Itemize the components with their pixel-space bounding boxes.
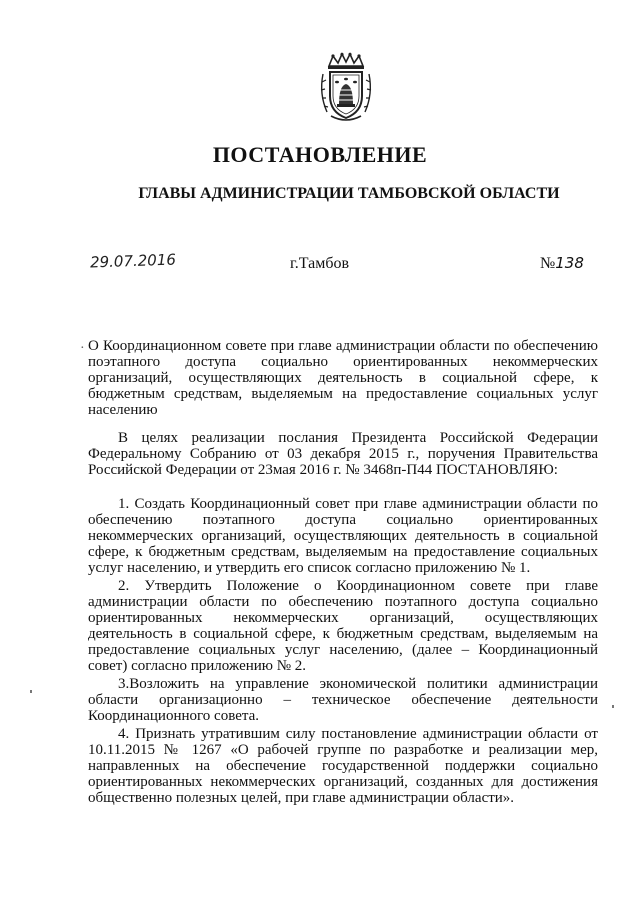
coat-of-arms-icon bbox=[317, 52, 375, 124]
body-item-4: 4. Признать утратившим силу постановление администрации области от 10.11.2015 № 1267 «О рабочей группе по разработке и реализации мер, направленных на обеспечение государственной поддержки социально ориентированных некоммерческих организаций, созданных для достижения общественно полезных целей, при главе администрации области». bbox=[88, 726, 598, 806]
document-body bbox=[88, 430, 598, 806]
body-item-1: 1. Создать Координационный совет при главе администрации области по обеспечению поэтапного доступа социально ориентированных некоммерческих организаций, осуществляющих деятельность в социальной сфере, к бюджетным средствам, выделяемым на предоставление социальных услуг населению, и утвердить его список согласно приложению № 1. bbox=[88, 496, 598, 576]
margin-mark: · bbox=[80, 341, 85, 356]
number-prefix: № bbox=[540, 255, 556, 272]
body-item-3: 3.Возложить на управление экономической политики администрации области организационно – техническое обеспечение деятельности Координационного совета. bbox=[88, 676, 598, 724]
document-subtitle: ГЛАВЫ АДМИНИСТРАЦИИ ТАМБОВСКОЙ ОБЛАСТИ bbox=[138, 185, 560, 202]
document-number bbox=[540, 254, 584, 273]
document-city: г.Тамбов bbox=[290, 255, 350, 272]
document-title: ПОСТАНОВЛЕНИЕ bbox=[212, 142, 428, 167]
document-date: 29.07.2016 bbox=[89, 250, 177, 272]
body-preamble: В целях реализации послания Президента Российской Федерации Федеральному Собранию от 03 декабря 2015 г., поручения Правительства Российской Федерации от 23мая 2016 г. № 3468п-П44 ПОСТАНОВЛЯЮ: bbox=[88, 430, 598, 478]
scan-speck bbox=[612, 705, 614, 708]
scan-speck bbox=[30, 690, 32, 693]
body-item-2: 2. Утвердить Положение о Координационном совете при главе администрации области по обеспечению поэтапного доступа социально ориентированных некоммерческих организаций, осуществляющих деятельность в социальной сфере, к бюджетным средствам, выделяемым на предоставление социальных услуг населению, (далее – Координационный совет) согласно приложению № 2. bbox=[88, 578, 598, 674]
document-subject: О Координационном совете при главе администрации области по обеспечению поэтапного доступа социально ориентированных некоммерческих организаций, осуществляющих деятельность в социальной сфере, к бюджетным средствам, выделяемым на предоставление социальных услуг населению bbox=[88, 338, 598, 418]
number-value: 138 bbox=[555, 254, 584, 272]
